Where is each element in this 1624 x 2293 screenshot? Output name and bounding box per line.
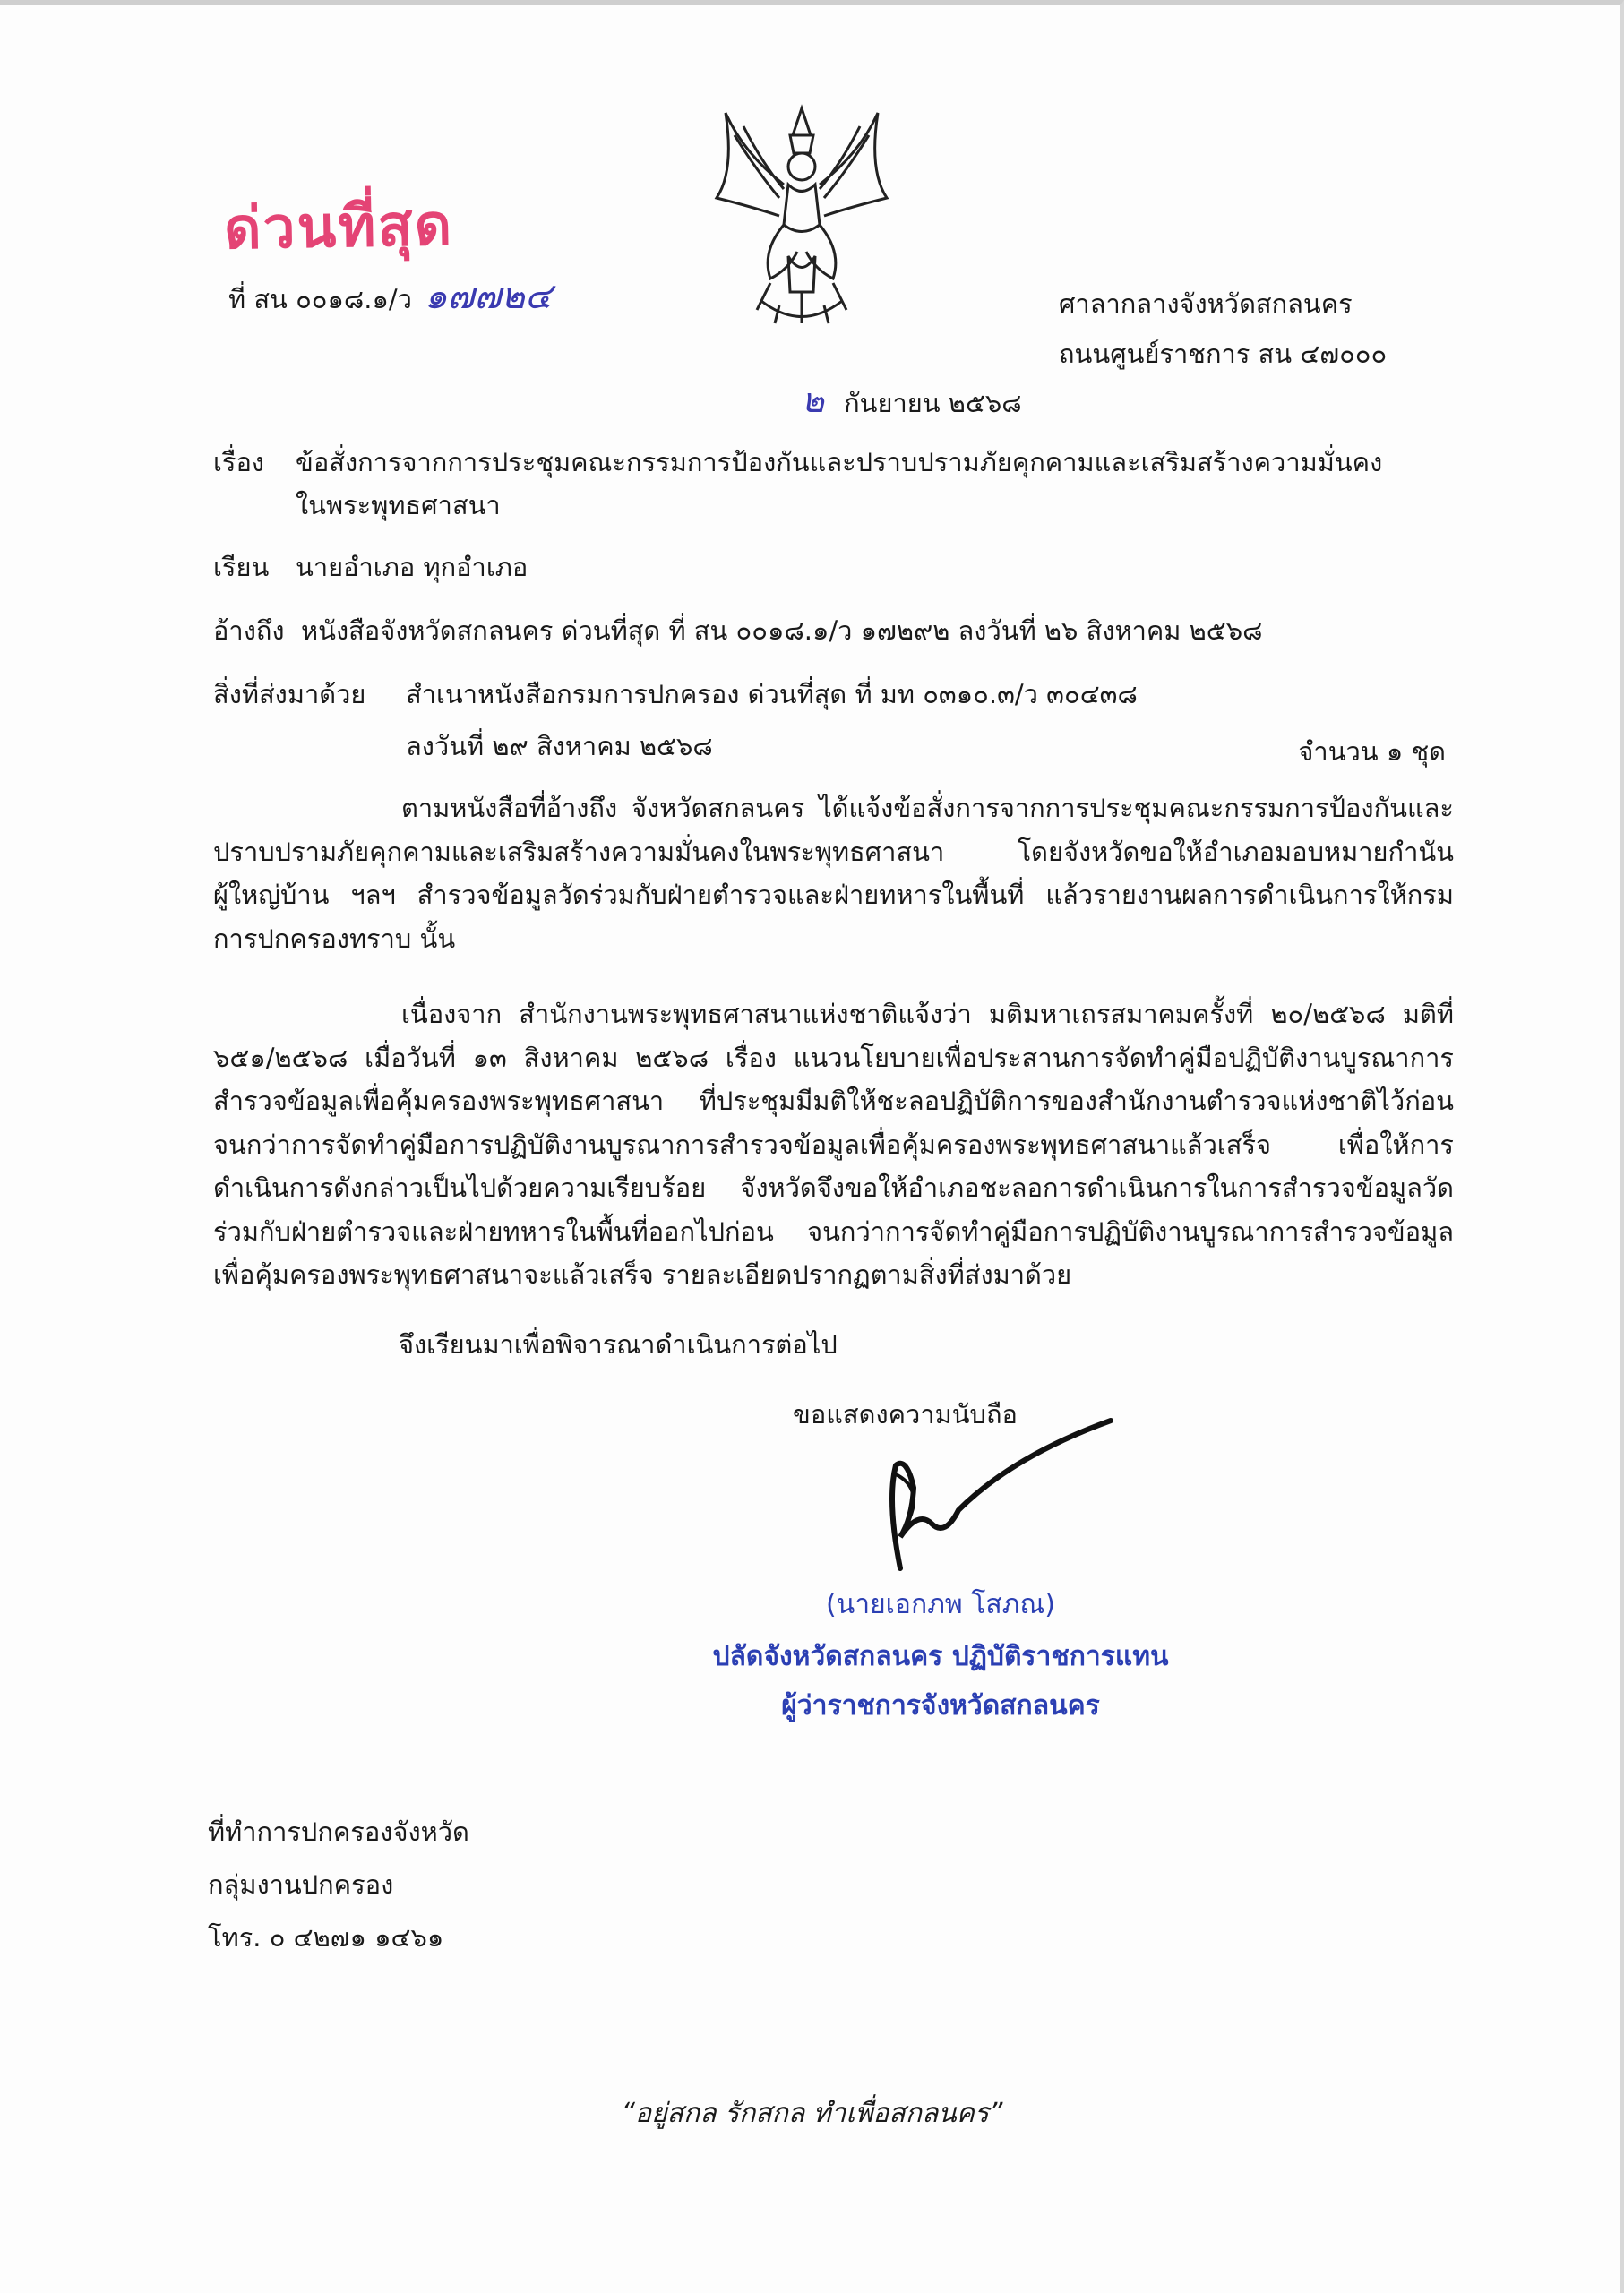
ref-prefix: ที่ สน ๐๐๑๘.๑/ว: [228, 284, 412, 314]
subject-label: เรื่อง: [213, 447, 265, 477]
office-address: [1059, 279, 1387, 379]
reference-text: หนังสือจังหวัดสกลนคร ด่วนที่สุด ที่ สน ๐๐๑๘.๑/ว ๑๗๒๙๒ ลงวันที่ ๒๖ สิงหาคม ๒๕๖๘: [301, 615, 1263, 646]
recipient-row: [213, 546, 528, 588]
body-paragraph-2: เนื่องจาก สำนักงานพระพุทธศาสนาแห่งชาติแจ้งว่า มติมหาเถรสมาคมครั้งที่ ๒๐/๒๕๖๘ มติที่ ๖๕๑/๒๕๖๘ เมื่อวันที่ ๑๓ สิงหาคม ๒๕๖๘ เรื่อง แนวนโยบายเพื่อประสานการจัดทำคู่มือปฏิบัติงานบูรณาการสำรวจข้อมูลเพื่อคุ้มครองพระพุทธศาสนา ที่ประชุมมีมติให้ชะลอปฏิบัติการของสำนักงานตำรวจแห่งชาติไว้ก่อน จนกว่าการจัดทำคู่มือการปฏิบัติงานบูรณาการสำรวจข้อมูลเพื่อคุ้มครองพระพุทธศาสนาแล้วเสร็จ เพื่อให้การดำเนินการดังกล่าวเป็นไปด้วยความเรียบร้อย จังหวัดจึงขอให้อำเภอชะลอการดำเนินการในการสำรวจข้อมูลวัดร่วมกับฝ่ายตำรวจและฝ่ายทหารในพื้นที่ออกไปก่อน จนกว่าการจัดทำคู่มือการปฏิบัติงานบูรณาการสำรวจข้อมูลเพื่อคุ้มครองพระพุทธศาสนาจะแล้วเสร็จ รายละเอียดปรากฏตามสิ่งที่ส่งมาด้วย: [213, 999, 1454, 1290]
enclosure-label: สิ่งที่ส่งมาด้วย: [213, 679, 366, 709]
date-month-year: กันยายน ๒๕๖๘: [844, 388, 1022, 418]
office-name: ศาลากลางจังหวัดสกลนคร: [1059, 288, 1353, 319]
garuda-emblem-icon: [708, 99, 896, 332]
signatory-name: (นายเอกภพ โสภณ): [826, 1589, 1055, 1620]
date-day-handwritten: ๒: [802, 381, 825, 420]
signatory-on-behalf-of: ผู้ว่าราชการจังหวัดสกลนคร: [781, 1690, 1100, 1722]
subject-text-continued: ในพระพุทธศาสนา: [296, 490, 501, 520]
enclosure-text: สำเนาหนังสือกรมการปกครอง ด่วนที่สุด ที่ มท ๐๓๑๐.๓/ว ๓๐๔๓๘: [406, 679, 1138, 709]
province-slogan: “อยู่สกล รักสกล ทำเพื่อสกลนคร”: [621, 2098, 1003, 2129]
recipient-text: นายอำเภอ ทุกอำเภอ: [296, 552, 528, 582]
subject-text: ข้อสั่งการจากการประชุมคณะกรรมการป้องกันและปราบปรามภัยคุกคามและเสริมสร้างความมั่นคง: [296, 447, 1383, 477]
document-reference-number: [228, 267, 552, 324]
regards-line: ขอแสดงความนับถือ: [793, 1399, 1018, 1430]
body-paragraph-1: ตามหนังสือที่อ้างถึง จังหวัดสกลนคร ได้แจ้งข้อสั่งการจากการประชุมคณะกรรมการป้องกันและปราบปรามภัยคุกคามและเสริมสร้างความมั่นคงในพระพุทธศาสนา โดยจังหวัดขอให้อำเภอมอบหมายกำนัน ผู้ใหญ่บ้าน ฯลฯ สำรวจข้อมูลวัดร่วมกับฝ่ายตำรวจและฝ่ายทหารในพื้นที่ แล้วรายงานผลการดำเนินการให้กรมการปกครองทราบ นั้น: [213, 793, 1454, 954]
division-name: กลุ่มงานปกครอง: [208, 1869, 394, 1900]
urgency-stamp: ด่วนที่สุด: [223, 192, 454, 263]
office-street: ถนนศูนย์ราชการ สน ๔๗๐๐๐: [1059, 339, 1388, 369]
signatory-position: ปลัดจังหวัดสกลนคร ปฏิบัติราชการแทน: [712, 1641, 1169, 1672]
enclosure-count: จำนวน ๑ ชุด: [1298, 736, 1446, 767]
reference-row: [213, 610, 1262, 651]
ref-number-handwritten: ๑๗๗๒๔: [424, 276, 553, 317]
enclosure-date: ลงวันที่ ๒๙ สิงหาคม ๒๕๖๘: [406, 731, 713, 761]
subject-row: [213, 442, 1382, 483]
department-name: ที่ทำการปกครองจังหวัด: [208, 1816, 469, 1847]
closing-sentence: จึงเรียนมาเพื่อพิจารณาดำเนินการต่อไป: [399, 1329, 838, 1360]
reference-label: อ้างถึง: [213, 615, 285, 646]
recipient-label: เรียน: [213, 552, 270, 582]
document-date: [802, 373, 1022, 427]
handwritten-signature-icon: [860, 1403, 1129, 1582]
contact-block: [208, 1806, 469, 1964]
phone-number: โทร. ๐ ๔๒๗๑ ๑๔๖๑: [208, 1922, 444, 1953]
